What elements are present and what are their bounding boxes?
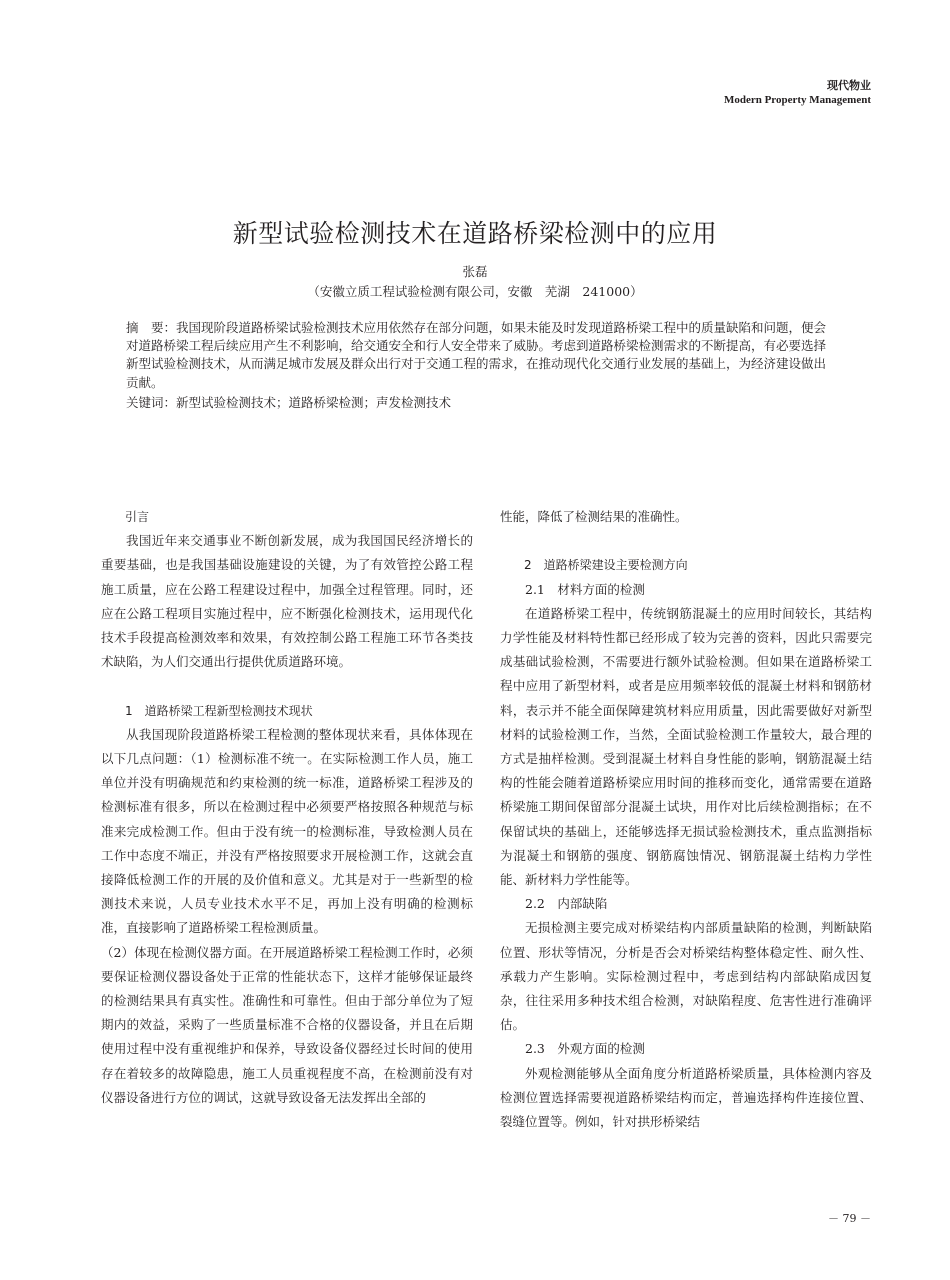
journal-name-cn: 现代物业 [827,79,871,92]
section-heading-2: 2 道路桥梁建设主要检测方向 [524,558,688,573]
section-heading-1: 1 道路桥梁工程新型检测技术现状 [125,703,313,718]
subsection-heading-2-1: 2.1 材料方面的检测 [525,581,645,597]
keywords: 关键词：新型试验检测技术；道路桥梁检测；声发检测技术 [126,395,452,410]
paragraph: 外观检测能够从全面角度分析道路桥梁质量，具体检测内容及检测位置选择需要视道路桥梁结构而定，普遍选择构件连接位置、裂缝位置等。例如，针对拱形桥梁结 [500,1065,872,1130]
journal-name-en: Modern Property Management [723,94,871,106]
article-affiliation: （安徽立质工程试验检测有限公司，安徽 芜湖 241000） [307,284,643,299]
right-column [500,505,872,1134]
article-title: 新型试验检测技术在道路桥梁检测中的应用 [232,219,718,248]
paragraph-continued: 性能，降低了检测结果的准确性。 [500,509,688,524]
paragraph: 在道路桥梁工程中，传统钢筋混凝土的应用时间较长，其结构力学性能及材料特性都已经形成了较为完善的资料，因此只需要完成基础试验检测，不需要进行额外试验检测。但如果在道路桥梁工程中应用了新型材料，或者是应用频率较低的混凝土材料和钢筋材料，表示并不能全面保障建筑材料应用质量，因此需要做好对新型材料的试验检测工作，当然，全面试验检测工作量较大，最合理的方式是抽样检测。受到混凝土材料自身性能的影响，钢筋混凝土结构的性能会随着道路桥梁应用时间的推移而变化，通常需要在道路桥梁施工期间保留部分混凝土试块，用作对比后续检测指标；在不保留试块的基础上，还能够选择无损试验检测技术，重点监测指标为混凝土和钢筋的强度、钢筋腐蚀情况、钢筋混凝土结构力学性能、新材料力学性能等。 [500,605,872,888]
paragraph: 无损检测主要完成对桥梁结构内部质量缺陷的检测，判断缺陷位置、形状等情况，分析是否会对桥梁结构整体稳定性、耐久性、承载力产生影响。实际检测过程中，考虑到结构内部缺陷成因复杂，往往采用多种技术组合检测，对缺陷程度、危害性进行准确评估。 [500,920,872,1033]
section-heading-intro: 引言 [125,510,150,524]
paragraph: （2）体现在检测仪器方面。在开展道路桥梁工程检测工作时，必须要保证检测仪器设备处于正常的性能状态下，这样才能够保证最终的检测结果具有真实性。准确性和可靠性。但由于部分单位为了短期内的效益，采购了一些质量标准不合格的仪器设备，并且在后期使用过程中没有重视维护和保养，导致设备仪器经过长时间的使用存在着较多的故障隐患，施工人员重视程度不高，在检测前没有对仪器设备进行方位的调试，这就导致设备无法发挥出全部的 [101,944,473,1105]
left-column [101,505,473,1110]
article-author: 张磊 [462,264,488,279]
paragraph-gap [101,674,473,698]
journal-header [724,78,871,107]
subsection-heading-2-3: 2.3 外观方面的检测 [525,1041,645,1057]
abstract: 摘 要：我国现阶段道路桥梁试验检测技术应用依然存在部分问题，如果未能及时发现道路桥梁工程中的质量缺陷和问题，便会对道路桥梁工程后续应用产生不利影响，给交通安全和行人安全带来了威胁。考虑到道路桥梁检测需求的不断提高，有必要选择新型试验检测技术，从而满足城市发展及群众出行对于交通工程的需求，在推动现代化交通行业发展的基础上，为经济建设做出贡献。 [126,320,827,390]
paragraph: 我国近年来交通事业不断创新发展，成为我国国民经济增长的重要基础，也是我国基础设施建设的关键，为了有效管控公路工程施工质量，应在公路工程建设过程中，加强全过程管理。同时，还应在公路工程项目实施过程中，应不断强化检测技术，运用现代化技术手段提高检测效率和效果，有效控制公路工程施工环节各类技术缺陷，为人们交通出行提供优质道路环境。 [101,533,473,670]
paragraph-gap [500,529,872,553]
paragraph: 从我国现阶段道路桥梁工程检测的整体现状来看，具体体现在以下几点问题：（1）检测标准不统一。在实际检测工作人员，施工单位并没有明确规范和约束检测的统一标准，道路桥梁工程涉及的检测标准有很多，所以在检测过程中必须要严格按照各种规范与标准来完成检测工作。但由于没有统一的检测标准，导致检测人员在工作中态度不端正，并没有严格按照要求开展检测工作，这就会直接降低检测工作的开展的及价值和意义。尤其是对于一些新型的检测技术来说，人员专业技术水平不足，再加上没有明确的检测标准，直接影响了道路桥梁工程检测质量。 [101,726,473,936]
page-number: － 79 － [828,1212,871,1225]
subsection-heading-2-2: 2.2 内部缺陷 [525,896,608,912]
